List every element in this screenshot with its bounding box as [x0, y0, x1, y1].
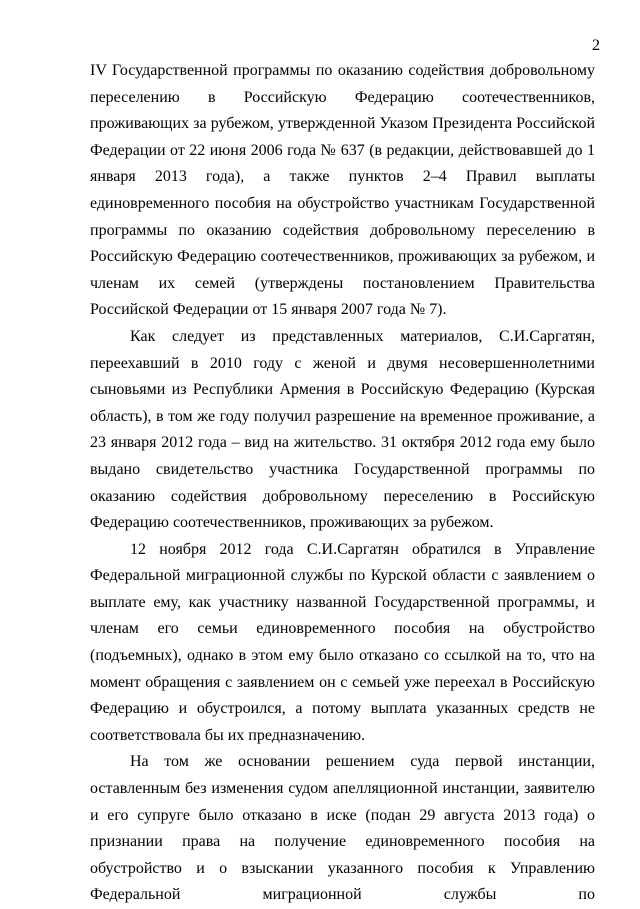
paragraph-application-refused: 12 ноября 2012 года С.И.Саргатян обратился в Управление Федеральной миграционной службы по Курской области с заявлением о выплате ему, как участнику названной Государственной программы, и членам его семьи единовременного пособия на обустройство (подъемных), однако в этом ему было отказано со ссылкой на то, что на момент обращения с заявлением он с семьей уже переехал в Российскую Федерацию и обустроился, а потому выплата указанных средств не соответствовала бы их предназначению.	[90, 540, 595, 744]
paragraph-program-reference: IV Государственной программы по оказанию содействия добровольному переселению в Российскую Федерацию соотечественников, проживающих за рубежом, утвержденной Указом Президента Российской Федерации от 22 июня 2006 года № 637 (в редакции, действовавшей до 1 января 2013 года), а также пунктов 2–4 Правил выплаты единовременного пособия на обустройство участникам Государственной программы по оказанию содействия добровольному переселению в Российскую Федерацию соотечественников, проживающих за рубежом, и членам их семей (утверждены постановлением Правительства Российской Федерации от 15 января 2007 года № 7).	[90, 62, 595, 319]
page-number: 2	[592, 37, 600, 54]
paragraph-court-decision: На том же основании решением суда первой инстанции, оставленным без изменения судом апелляционной инстанции, заявителю и его супруге было отказано в иске (подан 29 августа 2013 года) о признании права на получение единовременного пособия на обустройство и о взыскании указанного пособия к Управлению Федеральной миграционной службы по	[90, 753, 595, 904]
paragraph-case-materials: Как следует из представленных материалов, С.И.Саргатян, переехавший в 2010 году с женой и двумя несовершеннолетними сыновьями из Республики Армения в Российскую Федерацию (Курская область), в том же году получил разрешение на временное проживание, а 23 января 2012 года – вид на жительство. 31 октября 2012 года ему было выдано свидетельство участника Государственной программы по оказанию содействия добровольному переселению в Российскую Федерацию соотечественников, проживающих за рубежом.	[90, 327, 595, 532]
document-body	[90, 58, 595, 909]
